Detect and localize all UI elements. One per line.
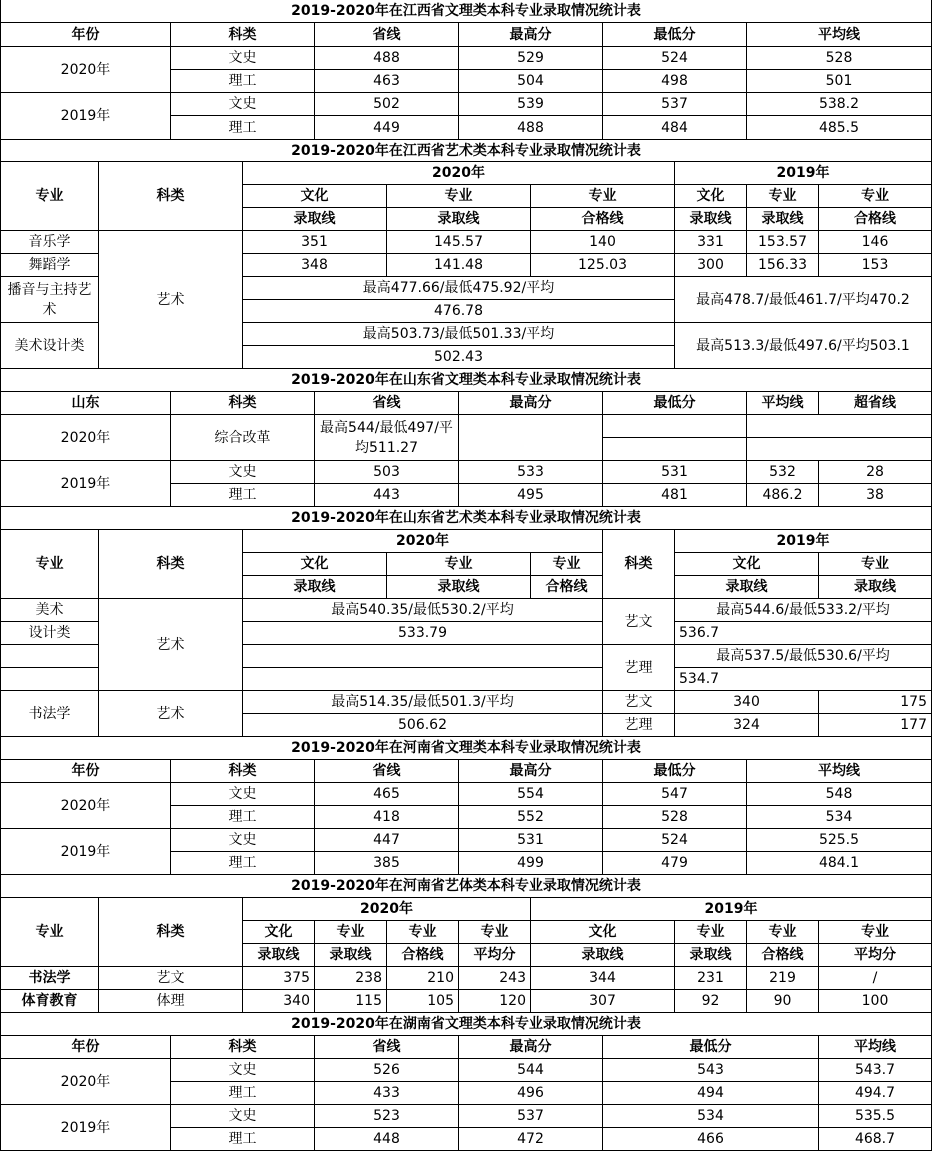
sub-header: 合格线 (747, 944, 819, 967)
value-cell: 331 (675, 231, 747, 254)
table-title: 2019-2020年在江西省文理类本科专业录取情况统计表 (0, 0, 932, 23)
year-cell: 2020年 (0, 1059, 171, 1105)
value-cell: 466 (603, 1128, 819, 1151)
value-cell: 146 (819, 231, 932, 254)
category-cell: 理工 (171, 484, 315, 507)
sub-header: 合格线 (531, 208, 675, 231)
value-cell: 448 (315, 1128, 459, 1151)
sub-header: 录取线 (387, 208, 531, 231)
value-cell: 538.2 (747, 93, 932, 116)
sub-header: 录取线 (819, 576, 932, 599)
year-header-2019: 2019年 (675, 162, 932, 185)
year-header-2020: 2020年 (243, 898, 531, 921)
year-cell: 2020年 (0, 47, 171, 93)
sub-header: 合格线 (819, 208, 932, 231)
sub-header: 录取线 (531, 944, 675, 967)
column-header: 平均线 (819, 1036, 932, 1059)
sub-header: 专业 (387, 921, 459, 944)
score-summary: 最高544/最低497/平均511.27 (315, 415, 459, 461)
score-summary: 最高503.73/最低501.33/平均 (243, 323, 675, 346)
value-cell: 418 (315, 806, 459, 829)
value-cell: 488 (459, 116, 603, 140)
column-header: 平均线 (747, 392, 819, 415)
value-cell: 479 (603, 852, 747, 875)
table-title: 2019-2020年在湖南省文理类本科专业录取情况统计表 (0, 1013, 932, 1036)
value-cell: 140 (531, 231, 675, 254)
score-summary: 最高544.6/最低533.2/平均 (675, 599, 932, 622)
score-average: 536.7 (675, 622, 932, 645)
score-summary: 最高513.3/最低497.6/平均503.1 (675, 323, 932, 369)
value-cell: 498 (603, 70, 747, 93)
category-cell: 理工 (171, 1128, 315, 1151)
sub-header: 专业 (747, 921, 819, 944)
sub-header: 录取线 (675, 208, 747, 231)
category-cell: 理工 (171, 852, 315, 875)
score-average: 476.78 (243, 300, 675, 323)
value-cell: 340 (243, 990, 315, 1013)
year-header-2019: 2019年 (531, 898, 932, 921)
value-cell: 449 (315, 116, 459, 140)
major-header: 专业 (0, 530, 99, 599)
year-header-2020: 2020年 (243, 162, 675, 185)
value-cell: 231 (675, 967, 747, 990)
value-cell: 175 (819, 691, 932, 714)
value-cell: 92 (675, 990, 747, 1013)
category-cell: 文史 (171, 1059, 315, 1082)
score-summary: 最高540.35/最低530.2/平均 (243, 599, 603, 622)
year-cell: 2019年 (0, 1105, 171, 1151)
value-cell: 523 (315, 1105, 459, 1128)
category-cell: 艺理 (603, 714, 675, 737)
major-header: 专业 (0, 162, 99, 231)
value-cell: 496 (459, 1082, 603, 1105)
value-cell: 100 (819, 990, 932, 1013)
category-cell: 文史 (171, 829, 315, 852)
value-cell: 504 (459, 70, 603, 93)
score-average: 533.79 (243, 622, 603, 645)
empty-cell (243, 645, 603, 668)
value-cell: 528 (603, 806, 747, 829)
score-average: 506.62 (243, 714, 603, 737)
category-cell: 理工 (171, 1082, 315, 1105)
column-header: 平均线 (747, 23, 932, 47)
value-cell: 548 (747, 783, 932, 806)
value-cell: 344 (531, 967, 675, 990)
score-average: 534.7 (675, 668, 932, 691)
score-summary: 最高537.5/最低530.6/平均 (675, 645, 932, 668)
major-cell: 书法学 (0, 691, 99, 737)
value-cell: 219 (747, 967, 819, 990)
value-cell: 375 (243, 967, 315, 990)
category-cell: 文史 (171, 93, 315, 116)
value-cell: 529 (459, 47, 603, 70)
year-cell: 2019年 (0, 93, 171, 140)
sub-header: 合格线 (387, 944, 459, 967)
value-cell: 547 (603, 783, 747, 806)
column-header: 省线 (315, 1036, 459, 1059)
sub-header: 专业 (315, 921, 387, 944)
major-cell: 体育教育 (0, 990, 99, 1013)
year-header-2019: 2019年 (675, 530, 932, 553)
value-cell: 433 (315, 1082, 459, 1105)
value-cell: 465 (315, 783, 459, 806)
column-header: 最低分 (603, 760, 747, 783)
sub-header: 文化 (531, 921, 675, 944)
table-title: 2019-2020年在河南省文理类本科专业录取情况统计表 (0, 737, 932, 760)
value-cell: 145.57 (387, 231, 531, 254)
empty-cell (243, 668, 603, 691)
sub-header: 平均分 (459, 944, 531, 967)
sub-header: 平均分 (819, 944, 932, 967)
value-cell: 351 (243, 231, 387, 254)
value-cell: 153 (819, 254, 932, 277)
value-cell: 177 (819, 714, 932, 737)
value-cell: 524 (603, 47, 747, 70)
column-header: 超省线 (819, 392, 932, 415)
table-title: 2019-2020年在河南省艺体类本科专业录取情况统计表 (0, 875, 932, 898)
major-cell: 美术 (0, 599, 99, 622)
category-header: 科类 (99, 898, 243, 967)
major-cell: 书法学 (0, 967, 99, 990)
column-header: 省线 (315, 760, 459, 783)
value-cell: 503 (315, 461, 459, 484)
sub-header: 专业 (459, 921, 531, 944)
category-cell: 文史 (171, 461, 315, 484)
category-cell: 理工 (171, 806, 315, 829)
category-cell: 艺术 (99, 691, 243, 737)
empty-cell (0, 645, 99, 668)
major-cell: 音乐学 (0, 231, 99, 254)
category-cell: 艺术 (99, 231, 243, 369)
value-cell: 243 (459, 967, 531, 990)
column-header: 最高分 (459, 1036, 603, 1059)
column-header: 科类 (171, 23, 315, 47)
category-cell: 艺术 (99, 599, 243, 691)
value-cell: 238 (315, 967, 387, 990)
column-header: 平均线 (747, 760, 932, 783)
value-cell: 28 (819, 461, 932, 484)
major-header: 专业 (0, 898, 99, 967)
year-cell: 2019年 (0, 829, 171, 875)
major-cell: 美术设计类 (0, 323, 99, 369)
year-header-2020: 2020年 (243, 530, 603, 553)
sub-header: 专业 (747, 185, 819, 208)
sub-header: 文化 (243, 553, 387, 576)
value-cell: 499 (459, 852, 603, 875)
value-cell: 531 (459, 829, 603, 852)
value-cell: 534 (747, 806, 932, 829)
year-cell: 2020年 (0, 415, 171, 461)
major-cell: 舞蹈学 (0, 254, 99, 277)
score-summary: 最高514.35/最低501.3/平均 (243, 691, 603, 714)
value-cell: 340 (675, 691, 819, 714)
value-cell: 537 (603, 93, 747, 116)
sub-header: 专业 (531, 185, 675, 208)
category-cell: 文史 (171, 47, 315, 70)
value-cell: 443 (315, 484, 459, 507)
column-header: 年份 (0, 23, 171, 47)
column-header: 省线 (315, 23, 459, 47)
category-cell: 艺理 (603, 645, 675, 691)
value-cell: 463 (315, 70, 459, 93)
value-cell: 528 (747, 47, 932, 70)
value-cell: 501 (747, 70, 932, 93)
value-cell: 210 (387, 967, 459, 990)
category-cell: 艺文 (603, 599, 675, 645)
column-header: 年份 (0, 760, 171, 783)
category-cell: 综合改革 (171, 415, 315, 461)
value-cell: 485.5 (747, 116, 932, 140)
value-cell: 539 (459, 93, 603, 116)
column-header: 省线 (315, 392, 459, 415)
value-cell: 348 (243, 254, 387, 277)
sub-header: 录取线 (747, 208, 819, 231)
sub-header: 专业 (819, 921, 932, 944)
column-header: 最高分 (459, 23, 603, 47)
value-cell: / (819, 967, 932, 990)
value-cell: 537 (459, 1105, 603, 1128)
column-header: 山东 (0, 392, 171, 415)
value-cell: 488 (315, 47, 459, 70)
value-cell: 90 (747, 990, 819, 1013)
score-summary: 最高478.7/最低461.7/平均470.2 (675, 277, 932, 323)
value-cell: 472 (459, 1128, 603, 1151)
sub-header: 录取线 (243, 208, 387, 231)
category-cell: 艺文 (603, 691, 675, 714)
category-cell: 理工 (171, 116, 315, 140)
sub-header: 录取线 (315, 944, 387, 967)
value-cell: 484 (603, 116, 747, 140)
table-title: 2019-2020年在山东省文理类本科专业录取情况统计表 (0, 369, 932, 392)
value-cell: 494 (603, 1082, 819, 1105)
empty-cell (747, 438, 932, 461)
category-header: 科类 (99, 162, 243, 231)
column-header: 最低分 (603, 1036, 819, 1059)
score-average: 502.43 (243, 346, 675, 369)
category-header: 科类 (603, 530, 675, 599)
column-header: 最低分 (603, 392, 747, 415)
value-cell: 543 (603, 1059, 819, 1082)
sub-header: 专业 (387, 553, 531, 576)
sub-header: 文化 (675, 185, 747, 208)
value-cell: 531 (603, 461, 747, 484)
value-cell: 481 (603, 484, 747, 507)
sub-header: 文化 (675, 553, 819, 576)
table-title: 2019-2020年在山东省艺术类本科专业录取情况统计表 (0, 507, 932, 530)
value-cell: 153.57 (747, 231, 819, 254)
column-header: 最高分 (459, 760, 603, 783)
category-cell: 文史 (171, 1105, 315, 1128)
value-cell: 307 (531, 990, 675, 1013)
column-header: 科类 (171, 1036, 315, 1059)
value-cell: 552 (459, 806, 603, 829)
value-cell: 543.7 (819, 1059, 932, 1082)
category-cell: 体理 (99, 990, 243, 1013)
value-cell: 324 (675, 714, 819, 737)
sub-header: 专业 (531, 553, 603, 576)
value-cell: 468.7 (819, 1128, 932, 1151)
value-cell: 494.7 (819, 1082, 932, 1105)
value-cell: 120 (459, 990, 531, 1013)
value-cell: 300 (675, 254, 747, 277)
year-cell: 2019年 (0, 461, 171, 507)
empty-cell (0, 668, 99, 691)
column-header: 科类 (171, 392, 315, 415)
value-cell: 554 (459, 783, 603, 806)
sub-header: 专业 (819, 185, 932, 208)
value-cell: 38 (819, 484, 932, 507)
empty-cell (747, 415, 932, 438)
value-cell: 447 (315, 829, 459, 852)
column-header: 最低分 (603, 23, 747, 47)
sub-header: 文化 (243, 921, 315, 944)
sub-header: 录取线 (387, 576, 531, 599)
sub-header: 专业 (387, 185, 531, 208)
value-cell: 495 (459, 484, 603, 507)
value-cell: 115 (315, 990, 387, 1013)
empty-cell (603, 438, 747, 461)
column-header: 年份 (0, 1036, 171, 1059)
table-title: 2019-2020年在江西省艺术类本科专业录取情况统计表 (0, 140, 932, 162)
value-cell: 484.1 (747, 852, 932, 875)
value-cell: 156.33 (747, 254, 819, 277)
category-header: 科类 (99, 530, 243, 599)
value-cell: 544 (459, 1059, 603, 1082)
sub-header: 专业 (675, 921, 747, 944)
sub-header: 录取线 (243, 944, 315, 967)
sub-header: 录取线 (675, 944, 747, 967)
sub-header: 合格线 (531, 576, 603, 599)
value-cell: 526 (315, 1059, 459, 1082)
value-cell: 525.5 (747, 829, 932, 852)
value-cell: 524 (603, 829, 747, 852)
sub-header: 专业 (819, 553, 932, 576)
value-cell: 385 (315, 852, 459, 875)
empty-cell (459, 415, 603, 461)
sub-header: 文化 (243, 185, 387, 208)
major-cell: 设计类 (0, 622, 99, 645)
sub-header: 录取线 (675, 576, 819, 599)
value-cell: 502 (315, 93, 459, 116)
value-cell: 125.03 (531, 254, 675, 277)
value-cell: 533 (459, 461, 603, 484)
year-cell: 2020年 (0, 783, 171, 829)
value-cell: 486.2 (747, 484, 819, 507)
value-cell: 105 (387, 990, 459, 1013)
value-cell: 532 (747, 461, 819, 484)
value-cell: 141.48 (387, 254, 531, 277)
score-summary: 最高477.66/最低475.92/平均 (243, 277, 675, 300)
empty-cell (603, 415, 747, 438)
sub-header: 录取线 (243, 576, 387, 599)
major-cell: 播音与主持艺术 (0, 277, 99, 323)
category-cell: 理工 (171, 70, 315, 93)
column-header: 最高分 (459, 392, 603, 415)
column-header: 科类 (171, 760, 315, 783)
category-cell: 艺文 (99, 967, 243, 990)
value-cell: 534 (603, 1105, 819, 1128)
value-cell: 535.5 (819, 1105, 932, 1128)
category-cell: 文史 (171, 783, 315, 806)
